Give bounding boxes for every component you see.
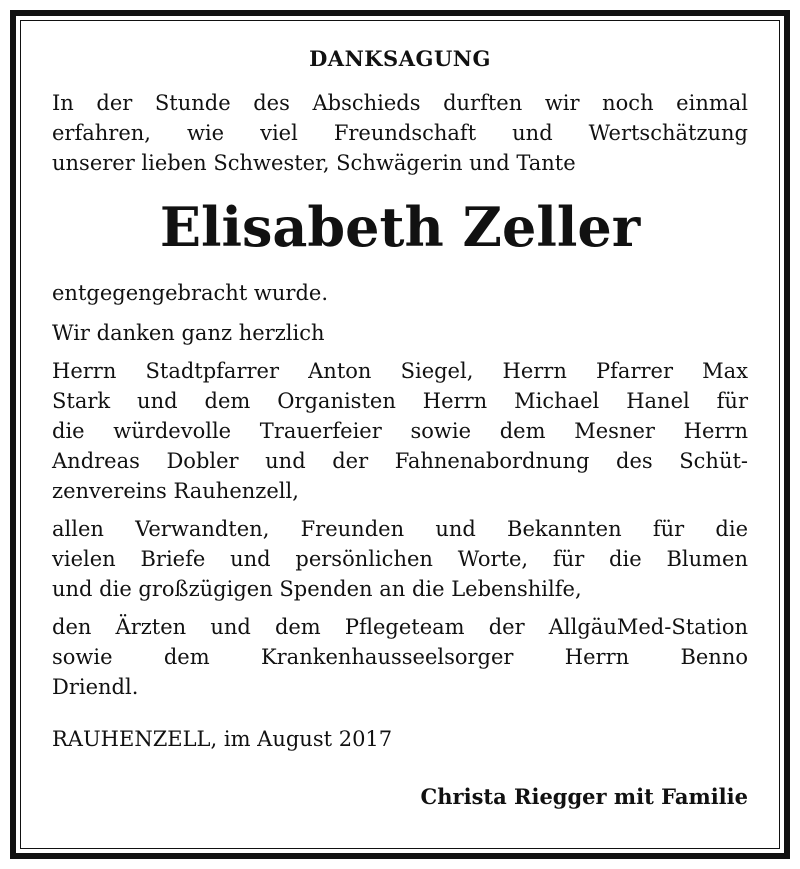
thanks-intro: Wir danken ganz herzlich	[52, 321, 325, 345]
para2-line: allen Verwandten, Freunden und Bekannten für die	[52, 517, 748, 541]
thanks-paragraph-3	[52, 612, 748, 702]
para3-line: den Ärzten und dem Pflegeteam der AllgäuMed-Station	[52, 615, 748, 639]
intro-line: erfahren, wie viel Freundschaft und Wertschätzung	[52, 121, 748, 145]
para2-line: vielen Briefe und persönlichen Worte, für die Blumen	[52, 547, 748, 571]
para1-line: zenvereins Rauhenzell,	[52, 479, 299, 503]
intro-line: unserer lieben Schwester, Schwägerin und Tante	[52, 151, 576, 175]
thanks-paragraph-2	[52, 514, 748, 604]
para3-line: sowie dem Krankenhausseelsorger Herrn Benno	[52, 645, 748, 669]
intro-paragraph	[52, 88, 748, 178]
after-name-text: entgegengebracht wurde.	[52, 281, 329, 305]
para3-line: Driendl.	[52, 675, 139, 699]
para1-line: Stark und dem Organisten Herrn Michael Hanel für	[52, 389, 748, 413]
para2-line: und die großzügigen Spenden an die Lebenshilfe,	[52, 577, 582, 601]
notice-heading: DANKSAGUNG	[309, 46, 491, 71]
deceased-name: Elisabeth Zeller	[159, 195, 641, 259]
intro-line: In der Stunde des Abschieds durften wir noch einmal	[52, 91, 748, 115]
thanks-paragraph-1	[52, 356, 748, 506]
para1-line: Andreas Dobler und der Fahnenabordnung des Schüt-	[52, 449, 748, 473]
place-date: RAUHENZELL, im August 2017	[52, 727, 393, 751]
notice-content	[52, 44, 748, 812]
para1-line: die würdevolle Trauerfeier sowie dem Mesner Herrn	[52, 419, 748, 443]
para1-line: Herrn Stadtpfarrer Anton Siegel, Herrn Pfarrer Max	[52, 359, 748, 383]
signature: Christa Riegger mit Familie	[420, 784, 748, 809]
